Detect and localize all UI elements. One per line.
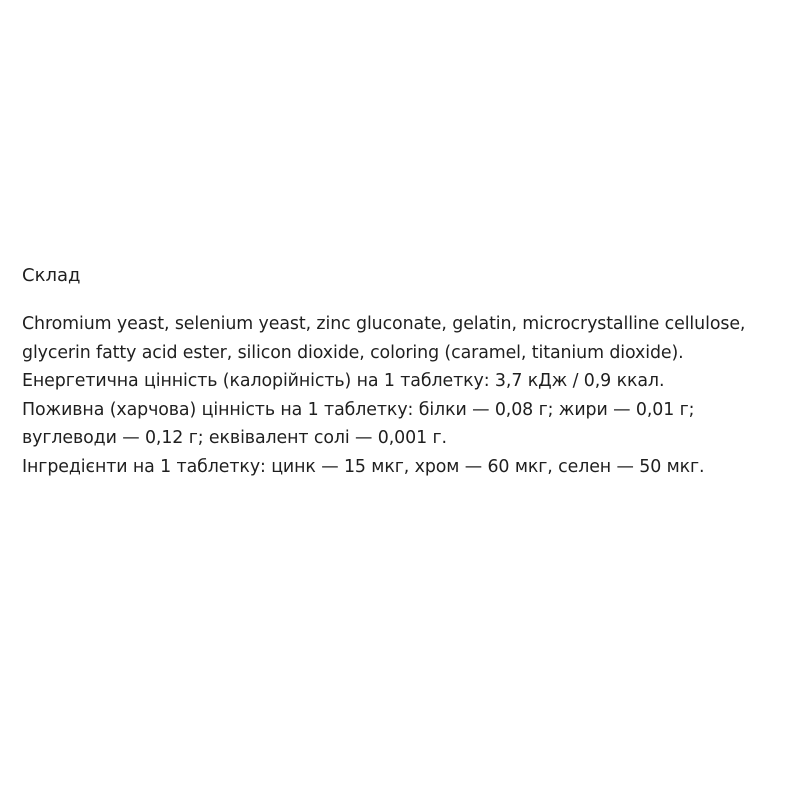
section-heading: Склад <box>22 265 81 286</box>
composition-text <box>22 310 782 482</box>
ingredients-paragraph: Chromium yeast, selenium yeast, zinc gluconate, gelatin, microcrystalline cellulose, glycerin fatty acid ester, silicon dioxide, coloring (caramel, titanium dioxide). <box>22 314 746 363</box>
active-ingredients-paragraph: Інгредієнти на 1 таблетку: цинк — 15 мкг, хром — 60 мкг, селен — 50 мкг. <box>22 456 705 477</box>
composition-section <box>22 262 782 482</box>
nutrition-value-paragraph: Поживна (харчова) цінність на 1 таблетку: білки — 0,08 г; жири — 0,01 г; вуглеводи — 0,12 г; еквівалент солі — 0,001 г. <box>22 399 695 449</box>
energy-value-paragraph: Енергетична цінність (калорійність) на 1 таблетку: 3,7 кДж / 0,9 ккал. <box>22 371 665 392</box>
